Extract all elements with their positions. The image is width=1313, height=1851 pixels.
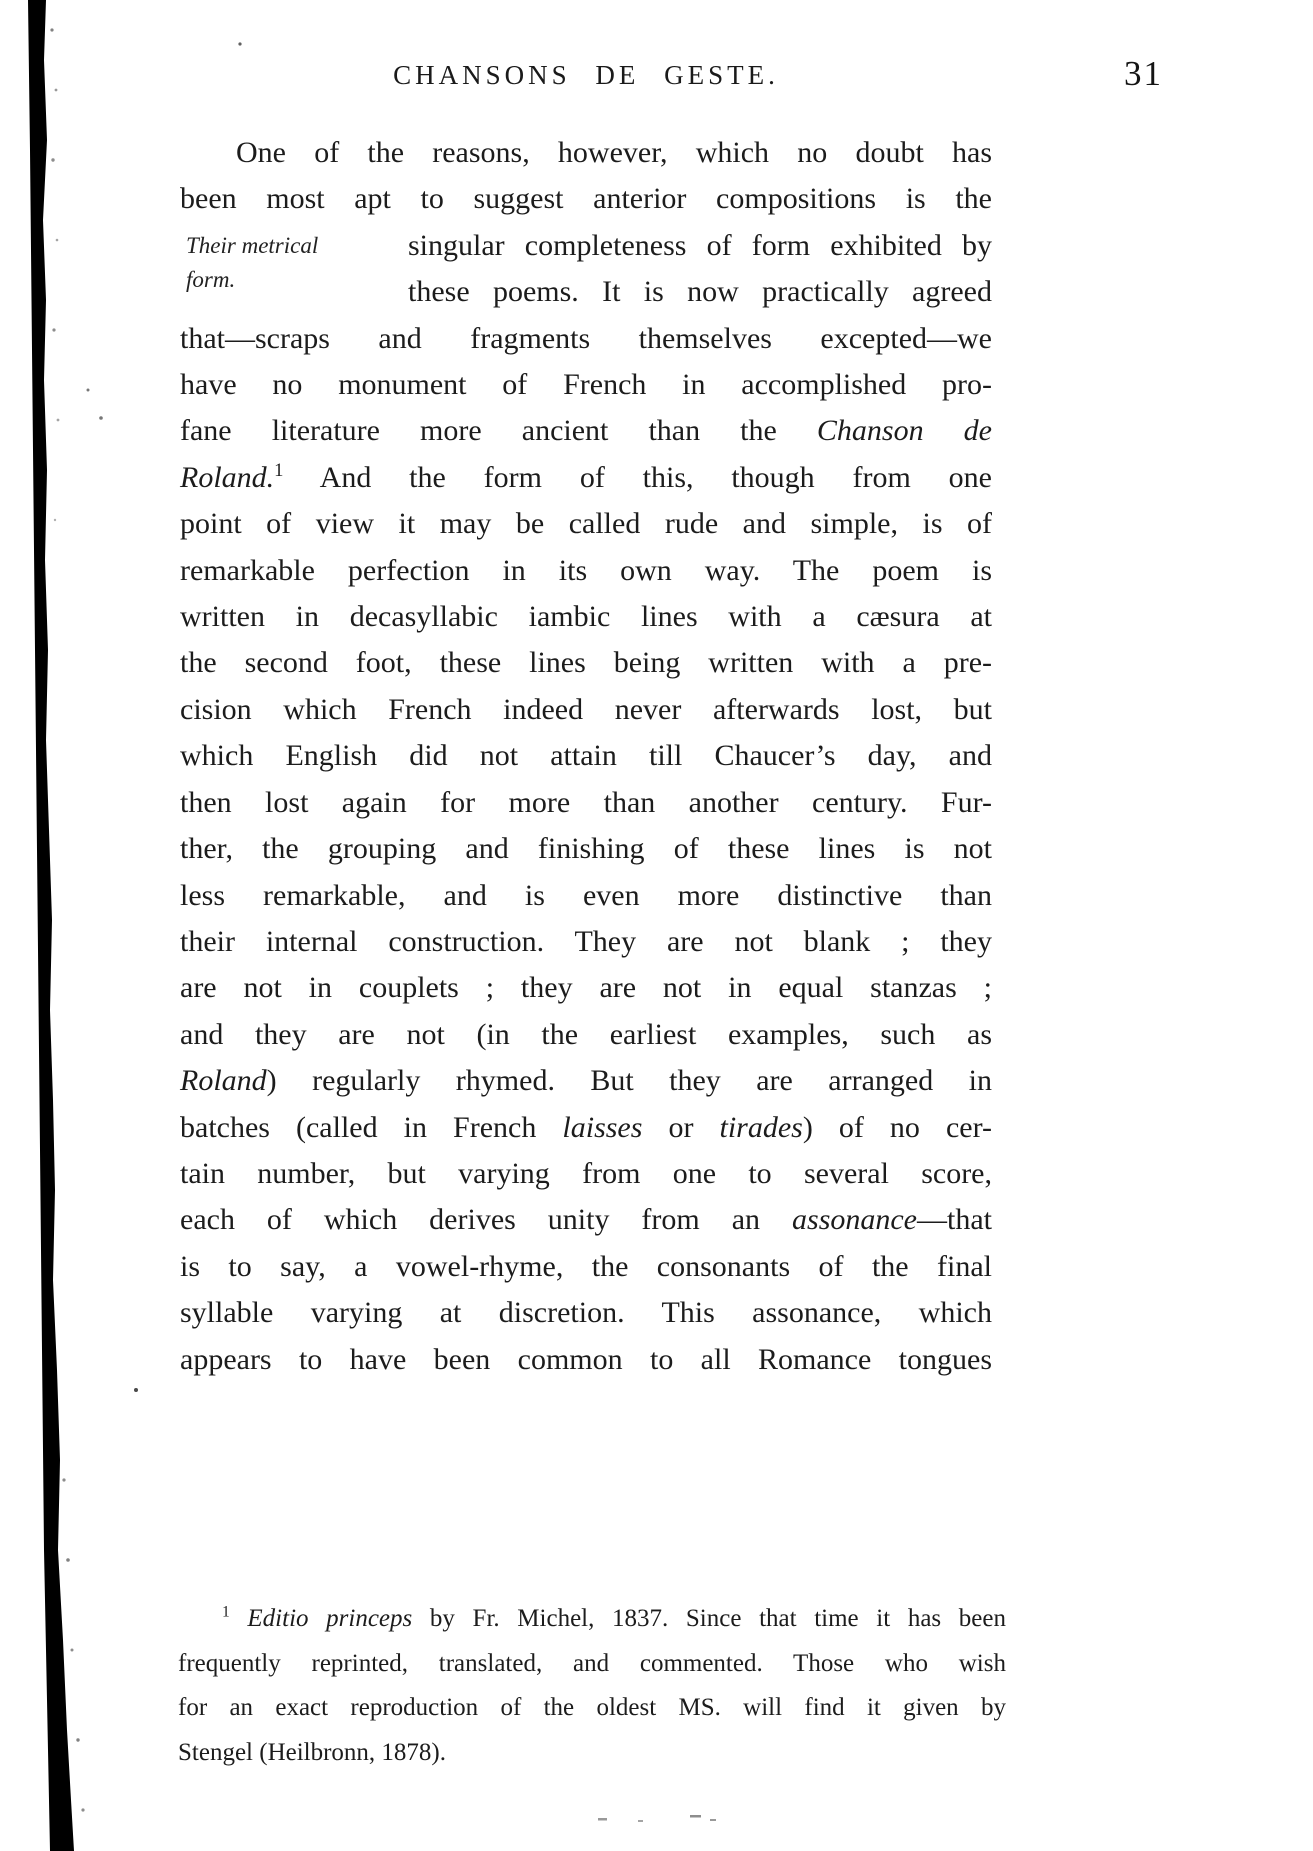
footnote-reference: 1 xyxy=(222,1603,230,1621)
text-segment: their internal construction. They are not blank ; they xyxy=(180,924,992,958)
text-line xyxy=(180,1151,992,1197)
text-line xyxy=(180,1337,992,1383)
text-segment: is to say, a vowel-rhyme, the consonants of the final xyxy=(180,1249,992,1283)
text-segment: appears to have been common to all Romance tongues xyxy=(180,1342,992,1376)
running-head-title: CHANSONS DE GESTE. xyxy=(393,60,779,90)
text-line xyxy=(180,408,992,454)
text-line xyxy=(180,1197,992,1243)
text-line xyxy=(408,223,992,269)
text-segment: ther, the grouping and finishing of these lines is not xyxy=(180,832,992,866)
text-segment: And the form of this, though from one xyxy=(283,460,992,494)
text-segment: are not in couplets ; they are not in equal stanzas ; xyxy=(180,971,992,1005)
text-segment: these poems. It is now practically agreed xyxy=(408,275,992,309)
text-line xyxy=(180,362,992,408)
text-segment: Roland xyxy=(180,1064,267,1098)
text-line xyxy=(180,826,992,872)
text-line xyxy=(180,733,992,779)
text-segment: remarkable perfection in its own way. The poem is xyxy=(180,553,992,587)
text-segment: tirades xyxy=(719,1110,803,1144)
text-line xyxy=(178,1731,1006,1776)
text-line xyxy=(180,501,992,547)
text-line xyxy=(180,965,992,1011)
text-line xyxy=(180,176,992,222)
text-segment: ) regularly rhymed. But they are arranged in xyxy=(266,1064,992,1098)
text-line xyxy=(180,594,992,640)
text-line xyxy=(180,1105,992,1151)
text-segment: for an exact reproduction of the oldest MS. will find it given by xyxy=(178,1694,1006,1721)
margin-note-line: form. xyxy=(186,267,236,292)
text-line xyxy=(180,1290,992,1336)
text-line xyxy=(180,130,992,176)
text-line xyxy=(180,780,992,826)
text-segment: less remarkable, and is even more distinctive than xyxy=(180,878,992,912)
text-segment: each of which derives unity from an xyxy=(180,1203,793,1237)
text-segment: singular completeness of form exhibited by xyxy=(408,228,992,262)
margin-note-line: Their metrical xyxy=(186,233,319,258)
text-line xyxy=(180,1244,992,1290)
page-number: 31 xyxy=(1124,54,1163,93)
text-line xyxy=(180,455,992,501)
text-line xyxy=(178,1597,1006,1642)
text-segment: point of view it may be called rude and simple, is of xyxy=(180,507,992,541)
text-line xyxy=(180,640,992,686)
text-segment: batches (called in French xyxy=(180,1110,563,1144)
text-segment: syllable varying at discretion. This assonance, which xyxy=(180,1296,992,1330)
text-segment: frequently reprinted, translated, and commented. Those who wish xyxy=(178,1649,1006,1677)
text-segment: One of the reasons, however, which no doubt has xyxy=(236,136,992,169)
text-segment: which English did not attain till Chaucer’s day, and xyxy=(180,739,992,773)
text-segment: have no monument of French in accomplished pro- xyxy=(180,368,992,402)
text-segment: by Fr. Michel, 1837. Since that time it has been xyxy=(412,1605,1006,1632)
text-segment: ) of no cer- xyxy=(802,1110,992,1144)
footnote xyxy=(178,1597,1006,1775)
margin-note xyxy=(186,229,401,297)
text-segment: or xyxy=(642,1110,720,1144)
text-line xyxy=(178,1686,1006,1731)
footnote-reference: 1 xyxy=(274,459,284,481)
text-segment: cision which French indeed never afterwards lost, but xyxy=(180,692,992,726)
text-line xyxy=(180,687,992,733)
text-segment: Editio princeps xyxy=(247,1605,413,1632)
body-text xyxy=(180,130,992,1383)
text-segment: laisses xyxy=(562,1110,643,1144)
text-segment: assonance xyxy=(792,1203,917,1237)
text-segment: and they are not (in the earliest examples, such as xyxy=(180,1017,992,1051)
text-segment: that—scraps and fragments themselves excepted—we xyxy=(180,321,992,355)
text-line xyxy=(180,1012,992,1058)
text-line xyxy=(180,919,992,965)
text-line xyxy=(180,873,992,919)
text-segment: written in decasyllabic iambic lines with a cæsura at xyxy=(180,600,992,634)
text-segment: Stengel (Heilbronn, 1878). xyxy=(178,1738,447,1766)
text-segment: Chanson de xyxy=(816,414,992,448)
text-line xyxy=(180,316,992,362)
text-segment: —that xyxy=(917,1203,992,1237)
text-segment: tain number, but varying from one to several score, xyxy=(180,1156,992,1190)
text-line xyxy=(180,1058,992,1104)
text-segment: fane literature more ancient than the xyxy=(180,414,817,448)
text-segment: the second foot, these lines being written with a pre- xyxy=(180,646,992,680)
text-line xyxy=(178,1642,1006,1687)
text-line xyxy=(180,548,992,594)
binding-edge-band xyxy=(28,0,74,1851)
text-segment: then lost again for more than another century. Fur- xyxy=(180,785,992,819)
text-line xyxy=(408,269,992,315)
text-segment xyxy=(230,1605,248,1632)
text-segment: been most apt to suggest anterior compositions is the xyxy=(180,182,992,216)
text-segment: Roland. xyxy=(180,460,275,494)
